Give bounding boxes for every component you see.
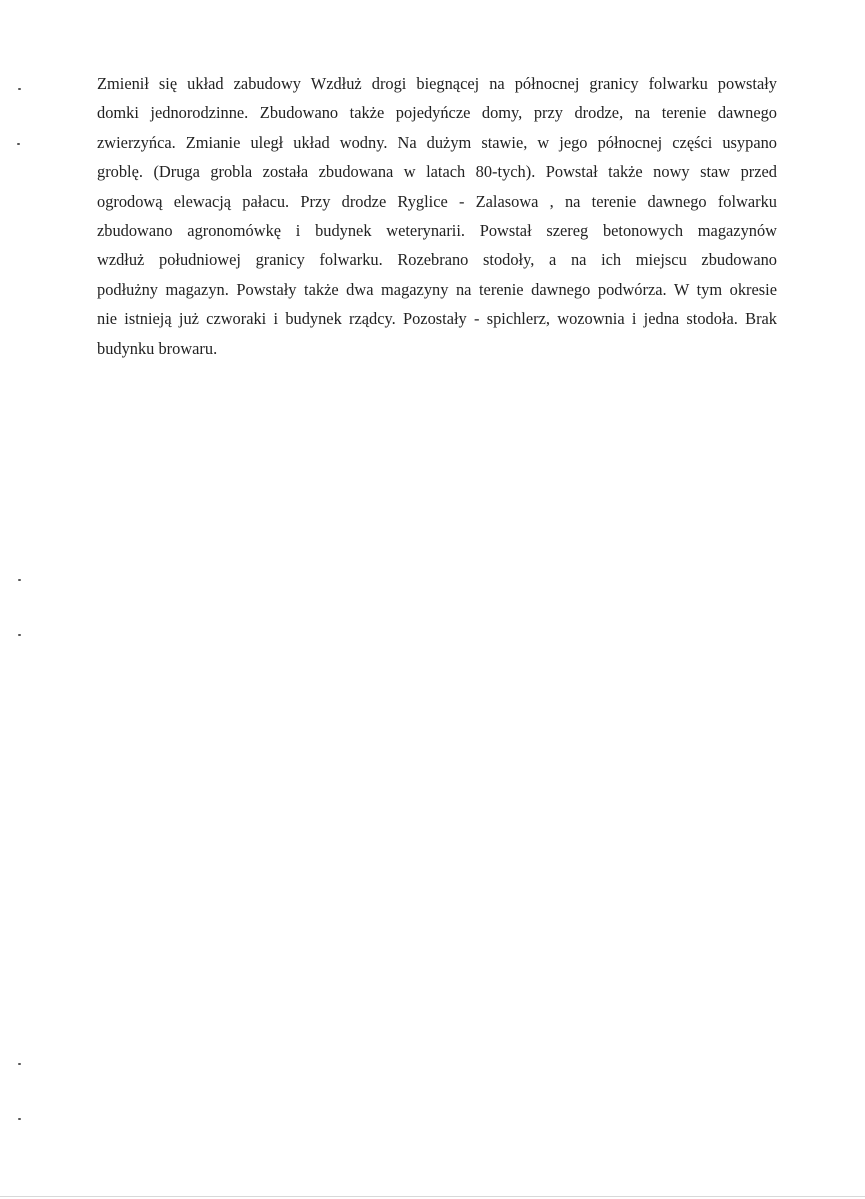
scan-speck bbox=[18, 1063, 21, 1065]
scan-speck bbox=[18, 1118, 21, 1120]
text-line-4: groblę. (Druga grobla została zbudowana w latach 80-tych). Powstał także nowy staw przed bbox=[97, 162, 777, 182]
text-line-7: wzdłuż południowej granicy folwarku. Rozebrano stodoły, a na ich miejscu zbudowano bbox=[97, 250, 777, 270]
text-line-9: nie istnieją już czworaki i budynek rządcy. Pozostały - spichlerz, wozownia i jedna stodoła. Brak bbox=[97, 309, 777, 329]
text-line-1: Zmienił się układ zabudowy Wzdłuż drogi biegnącej na północnej granicy folwarku powstały bbox=[97, 74, 777, 93]
text-line-10: budynku browaru. bbox=[97, 338, 218, 358]
scan-speck bbox=[18, 579, 21, 581]
scan-speck bbox=[18, 88, 21, 90]
text-line-2: domki jednorodzinne. Zbudowano także pojedyńcze domy, przy drodze, na terenie dawnego bbox=[97, 103, 777, 123]
text-line-3: zwierzyńca. Zmianie uległ układ wodny. Na dużym stawie, w jego północnej części usypano bbox=[97, 132, 777, 152]
text-line-8: podłużny magazyn. Powstały także dwa magazyny na terenie dawnego podwórza. W tym okresie bbox=[97, 279, 777, 299]
text-line-5: ogrodową elewacją pałacu. Przy drodze Ryglice - Zalasowa , na terenie dawnego folwarku bbox=[97, 191, 777, 211]
scan-speck bbox=[17, 143, 20, 145]
body-paragraph bbox=[97, 69, 777, 363]
page-edge bbox=[0, 1196, 865, 1197]
scan-speck bbox=[18, 634, 21, 636]
text-line-6: zbudowano agronomówkę i budynek weterynarii. Powstał szereg betonowych magazynów bbox=[97, 221, 777, 241]
